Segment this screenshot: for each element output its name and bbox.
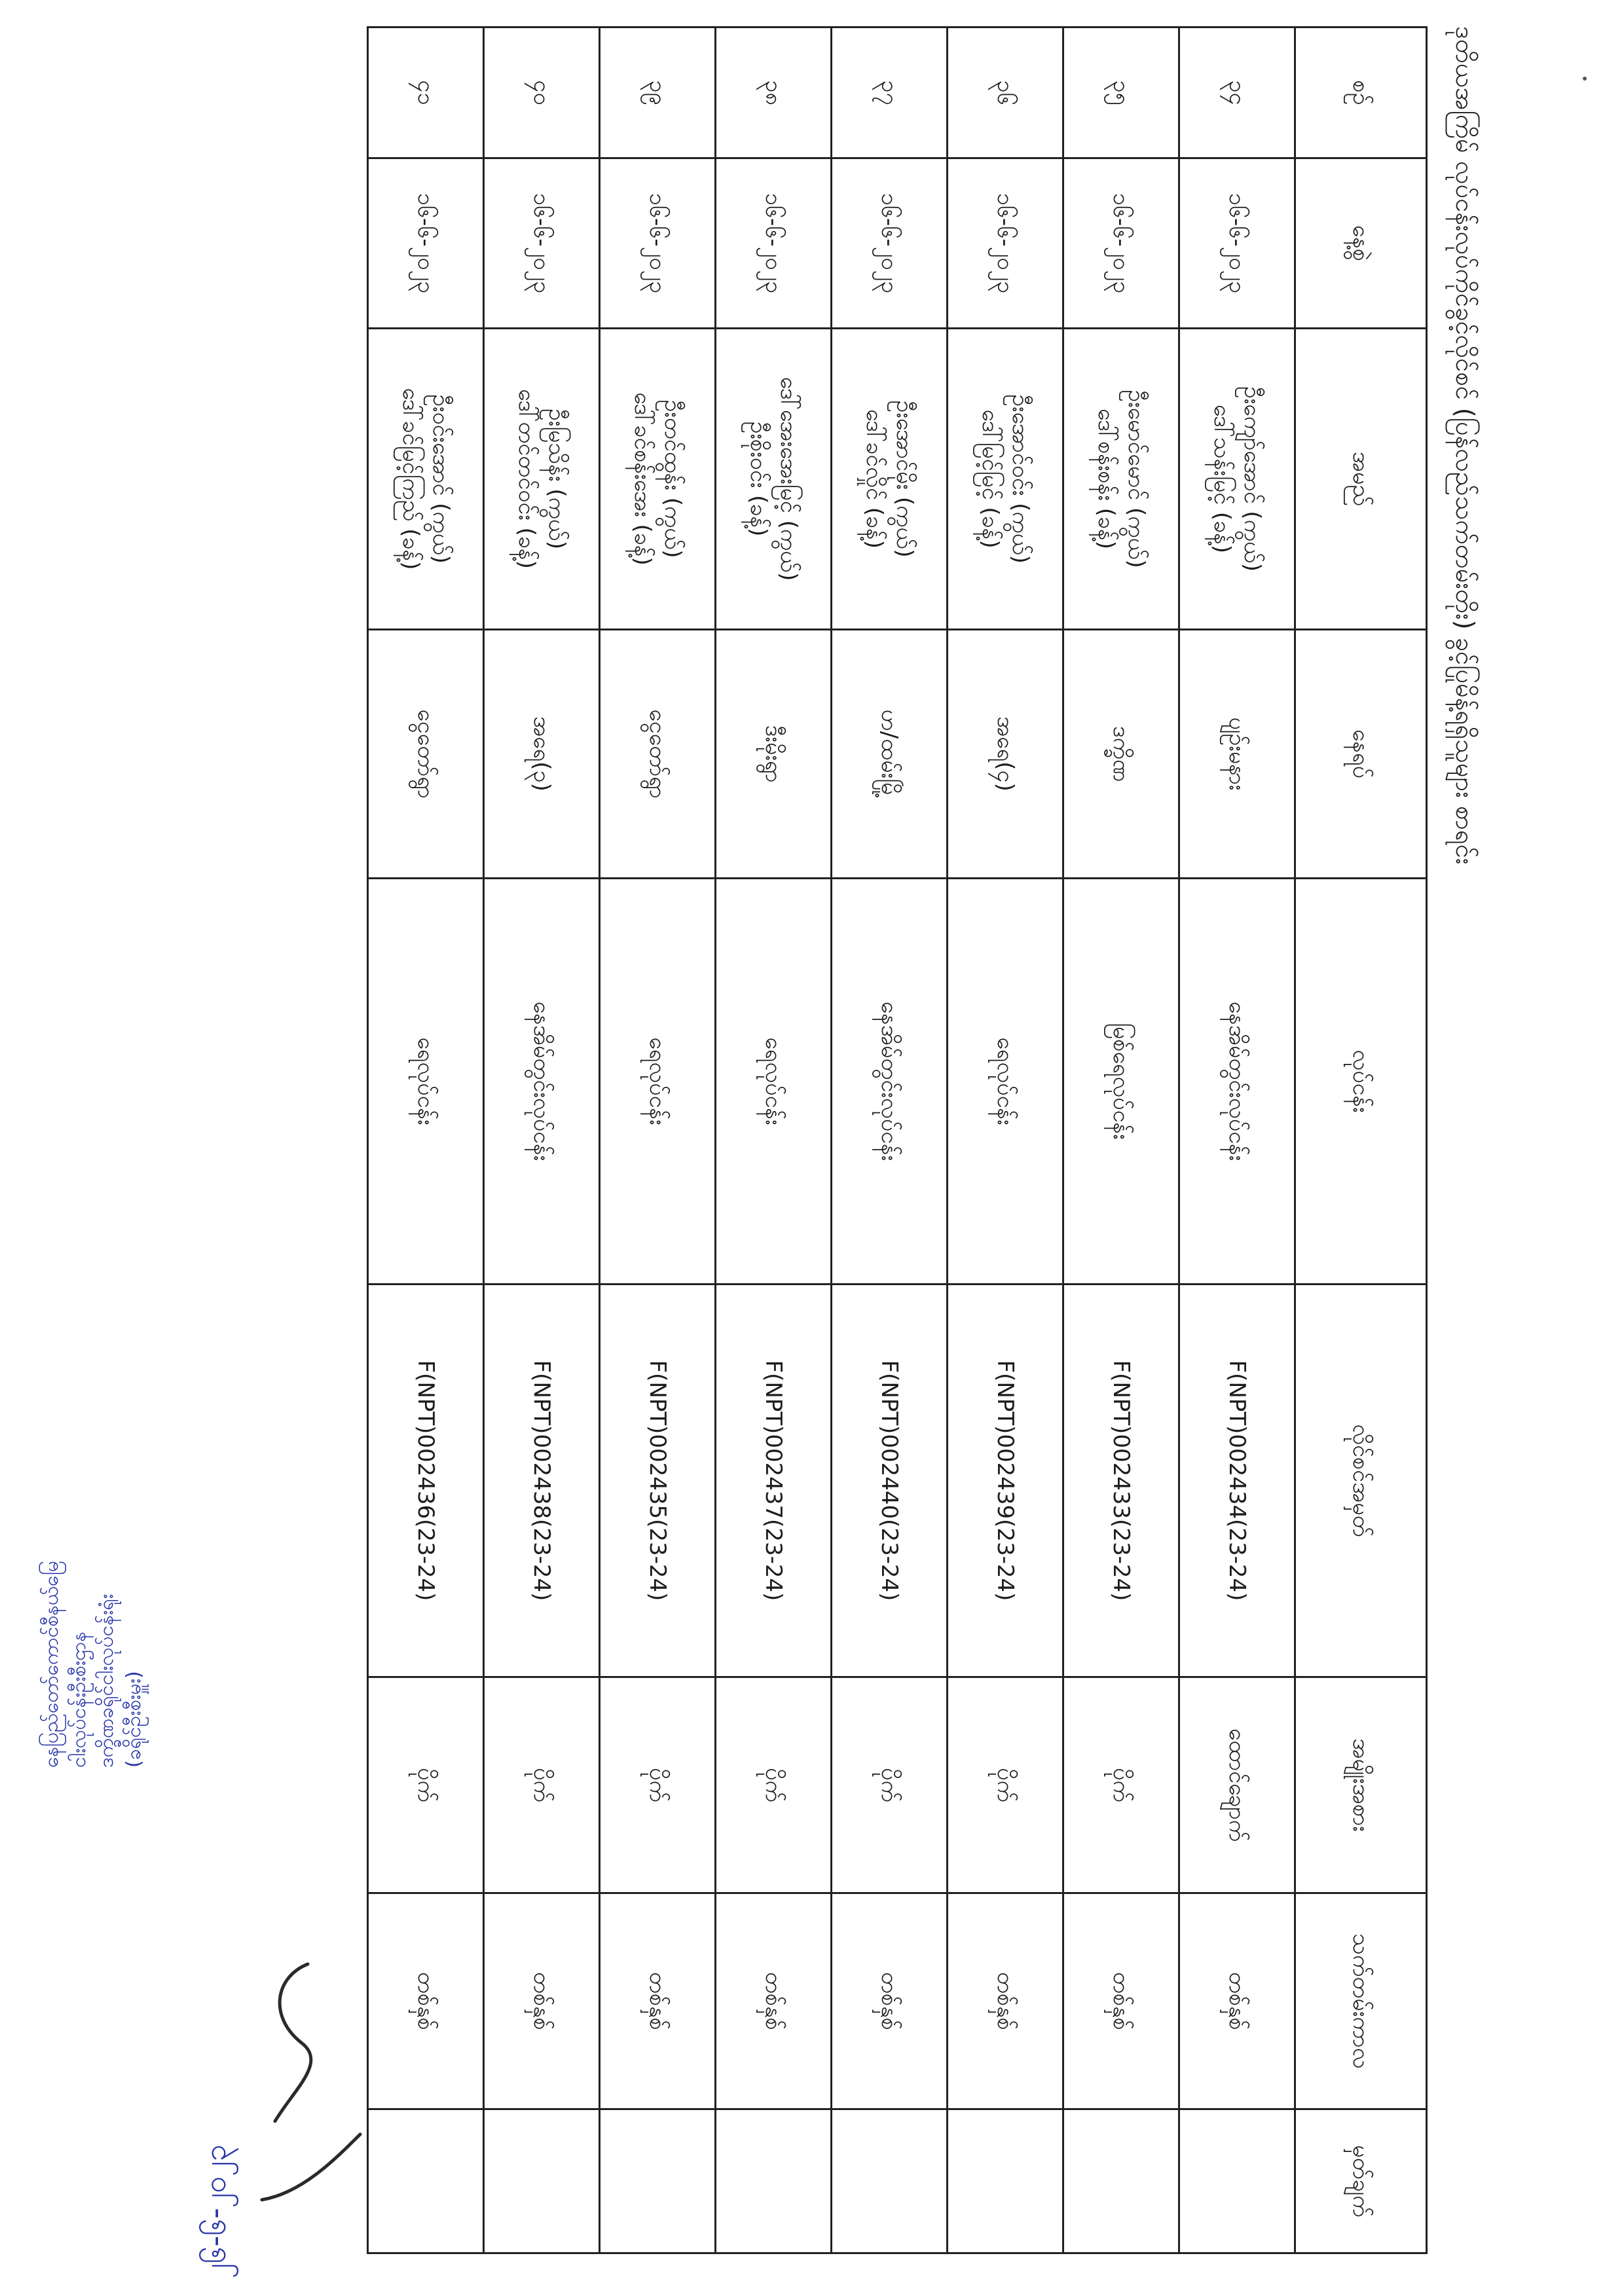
cell-business: ရေလုပ်ငန်း (600, 879, 716, 1285)
cell-license-no: F(NPT)002437(23-24) (716, 1285, 832, 1677)
cell-serial-no: ၃၅ (1063, 27, 1179, 158)
cell-date: ၁၆-၆-၂၀၂၃ (484, 158, 600, 329)
cell-business: ရေလုပ်ငန်း (948, 879, 1063, 1285)
cell-name: ဦးတင်ထွန်း (ကွယ်) ဒေါ်ခင်စန်းအေး (ခန့်) (600, 329, 716, 630)
office-seal (39, 1561, 157, 2265)
cell-address: အရေ(၃) (484, 630, 600, 879)
cell-address: ဒက္ခိဏ (1063, 630, 1179, 879)
cell-date: ၁၆-၆-၂၀၂၃ (1179, 158, 1295, 329)
cell-address: ပျဉ်းမနား (1179, 630, 1295, 879)
cell-name: ဦးအောင်ဝင်း (ကွယ်) ဒေါ်မြင့်မြင့် (ခန့်) (948, 329, 1063, 630)
cell-category: ပိုက် (368, 1677, 484, 1893)
cell-business: ရေလုပ်ငန်း (716, 879, 832, 1285)
cell-category: ထောင်ချောက် (1179, 1677, 1295, 1893)
cell-name: ဦးအောင်မိုး (ကွယ်) ဒေါ်ခင်လှိုင် (ခန့်) (832, 329, 948, 630)
cell-remark (600, 2109, 716, 2253)
cell-address: ဟ/ထမ်းမြို့ (832, 630, 948, 879)
cell-license-no: F(NPT)002438(23-24) (484, 1285, 600, 1677)
cell-date: ၁၆-၆-၂၀၂၃ (368, 158, 484, 329)
cell-remark (1179, 2109, 1295, 2253)
cell-period: တစ်နှစ် (484, 1893, 600, 2109)
cell-business: ရေလုပ်ငန်း (368, 879, 484, 1285)
cell-address: အရေ(၄) (948, 630, 1063, 879)
cell-license-no: F(NPT)002436(23-24) (368, 1285, 484, 1677)
header-category: အမျိုးအစား (1295, 1677, 1427, 1893)
cell-remark (484, 2109, 600, 2253)
seal-line-1: နေပြည်တော်ကောင်စီနယ်မြေ (40, 1561, 63, 1768)
scan-specks (1559, 39, 1611, 118)
cell-address: ငွေတော်ရွာ (600, 630, 716, 879)
cell-date: ၁၆-၆-၂၀၂၃ (1063, 158, 1179, 329)
cell-category: ပိုက် (484, 1677, 600, 1893)
cell-serial-no: ၃၈ (716, 27, 832, 158)
cell-business: နေအိမ်တွင်းလုပ်ငန်း (484, 879, 600, 1285)
cell-period: တစ်နှစ် (716, 1893, 832, 2109)
rotated-register-sheet (397, 26, 1493, 2252)
header-remark: မှတ်ချက် (1295, 2109, 1427, 2253)
cell-serial-no: ၃၇ (832, 27, 948, 158)
cell-period: တစ်နှစ် (1179, 1893, 1295, 2109)
seal-line-4: (ခရိုင်ဦးစီးမှူး) (122, 1671, 145, 1768)
header-serial-no: စဉ် (1295, 27, 1427, 158)
seal-line-2: ငါးလုပ်ငန်းဦးစီးဌာန (67, 1631, 90, 1768)
cell-name: ဒေါ်အေးအေးမြင့် (ကွယ်) ဦးစိုးဝင်း (ခန့်) (716, 329, 832, 630)
table-row (948, 27, 1063, 2253)
header-address: နေရပ် (1295, 630, 1427, 879)
cell-category: ပိုက် (832, 1677, 948, 1893)
seal-line-3: ဒက္ခိဏခရိုင်ငါးလုပ်ငန်းရုံး (95, 1594, 118, 1768)
header-business: လုပ်ငန်း (1295, 879, 1427, 1285)
cell-serial-no: ၄၁ (368, 27, 484, 158)
cell-name: ဦးဝင်းအောင် (ကွယ်) ဒေါ်ခင်မြင့်ကြည် (ခန့်) (368, 329, 484, 630)
table-row (832, 27, 948, 2253)
header-period: သက်တမ်းကာလ (1295, 1893, 1427, 2109)
cell-date: ၁၆-၆-၂၀၂၃ (600, 158, 716, 329)
cell-remark (1063, 2109, 1179, 2253)
signature-date: ၂၆-၆-၂၀၂၃ (197, 2144, 232, 2278)
table-row (1179, 27, 1295, 2253)
table-row (368, 27, 484, 2253)
cell-category: ပိုက် (716, 1677, 832, 1893)
cell-category: ပိုက် (1063, 1677, 1179, 1893)
cell-license-no: F(NPT)002433(23-24) (1063, 1285, 1179, 1677)
cell-serial-no: ၄၀ (484, 27, 600, 158)
cell-business: နေအိမ်တွင်းလုပ်ငန်း (1179, 879, 1295, 1285)
cell-name: ဦးမြသိန်း (ကွယ်) ဒေါ်တင်တင်ဝင်း (ခန့်) (484, 329, 600, 630)
cell-name: ဦးမောင်မောင် (ကွယ်) ဒေါ်စန်းစန်း (ခန့်) (1063, 329, 1179, 630)
header-date: နေ့စွဲ (1295, 158, 1427, 329)
cell-date: ၁၆-၆-၂၀၂၃ (832, 158, 948, 329)
cell-business: နေအိမ်တွင်းလုပ်ငန်း (832, 879, 948, 1285)
document-heading: ဒုတိယအကြိမ် လုပ်ငန်းလုပ်ကိုင်ခွင့်လိုင်စင် (ပြန်လည်သက်တမ်းတိုး) ခွင့်ပြုမိန့်ရရှိသူများ စာရင်း (1450, 26, 1479, 865)
cell-date: ၁၆-၆-၂၀၂၃ (948, 158, 1063, 329)
cell-period: တစ်နှစ် (368, 1893, 484, 2109)
cell-serial-no: ၃၉ (600, 27, 716, 158)
cell-period: တစ်နှစ် (948, 1893, 1063, 2109)
cell-remark (832, 2109, 948, 2253)
header-name: အမည် (1295, 329, 1427, 630)
cell-license-no: F(NPT)002435(23-24) (600, 1285, 716, 1677)
table-row (484, 27, 600, 2253)
cell-business: မြစ်ရေလုပ်ငန်း (1063, 879, 1179, 1285)
cell-remark (948, 2109, 1063, 2253)
cell-period: တစ်နှစ် (1063, 1893, 1179, 2109)
table-row (716, 27, 832, 2253)
cell-remark (716, 2109, 832, 2253)
cell-serial-no: ၃၄ (1179, 27, 1295, 158)
cell-license-no: F(NPT)002434(23-24) (1179, 1285, 1295, 1677)
cell-category: ပိုက် (948, 1677, 1063, 1893)
header-license-no: လိုင်စင်အမှတ် (1295, 1285, 1427, 1677)
cell-period: တစ်နှစ် (600, 1893, 716, 2109)
cell-license-no: F(NPT)002439(23-24) (948, 1285, 1063, 1677)
license-register-table (367, 26, 1428, 2254)
cell-address: ငွေတော်ရွာ (368, 630, 484, 879)
signature-block (196, 1925, 393, 2278)
cell-address: ဒီးမိုးရွာ (716, 630, 832, 879)
cell-date: ၁၆-၆-၂၀၂၃ (716, 158, 832, 329)
cell-category: ပိုက် (600, 1677, 716, 1893)
table-header-row (1295, 27, 1427, 2253)
cell-serial-no: ၃၆ (948, 27, 1063, 158)
table-row (1063, 27, 1179, 2253)
cell-period: တစ်နှစ် (832, 1893, 948, 2109)
cell-license-no: F(NPT)002440(23-24) (832, 1285, 948, 1677)
cell-name: ဦးကျော်အောင် (ကွယ်) ဒေါ်သန်းမြင့် (ခန့်) (1179, 329, 1295, 630)
table-row (600, 27, 716, 2253)
